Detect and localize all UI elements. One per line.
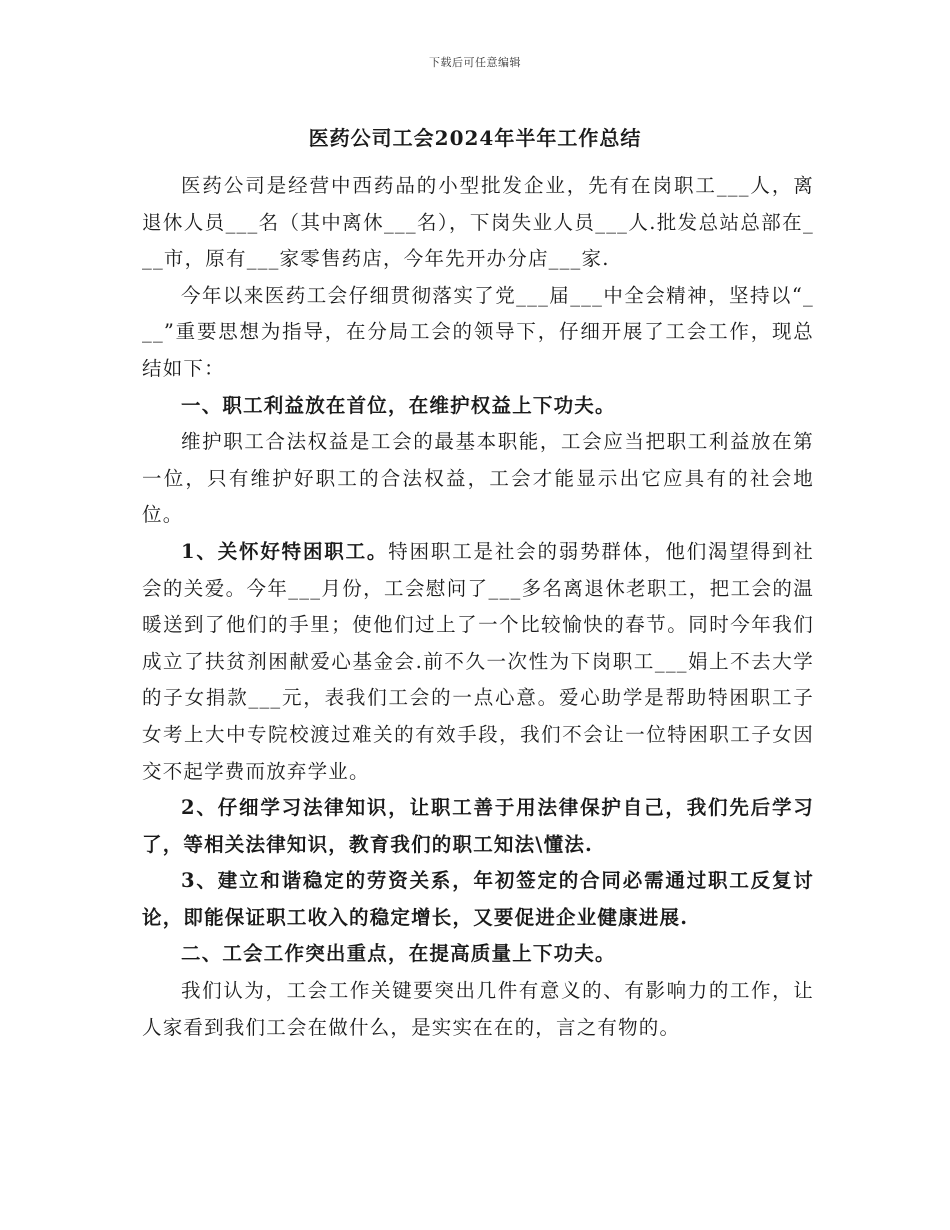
section-heading-2: 二、工会工作突出重点，在提高质量上下功夫。 <box>181 942 616 966</box>
paragraph-intro: 医药公司是经营中西药品的小型批发企业，先有在岗职工___人，离退休人员___名（其中离休___名），下岗失业人员___人.批发总站总部在___市，原有___家零售药店，今年先开办分店___家. <box>142 174 814 271</box>
header-note: 下载后可任意编辑 <box>429 56 521 69</box>
paragraph-item-3: 3、建立和谐稳定的劳资关系，年初签定的合同必需通过职工反复讨论，即能保证职工收入的稳定增长，又要促进企业健康进展. <box>142 869 814 929</box>
item-1-lead: 1、关怀好特困职工。 <box>181 539 389 563</box>
item-1-text: 特困职工是社会的弱势群体，他们渴望得到社会的关爱。今年___月份，工会慰问了___多名离退休老职工，把工会的温暖送到了他们的手里；使他们过上了一个比较愉快的春节。同时今年我们成立了扶贫剂困献爱心基金会.前不久一次性为下岗职工___娟上不去大学的子女捐款___元，表我们工会的一点心意。爱心助学是帮助特困职工子女考上大中专院校渡过难关的有效手段，我们不会让一位特困职工子女因交不起学费而放弃学业。 <box>142 539 814 783</box>
document-body <box>142 168 814 1046</box>
paragraph-item-2: 2、仔细学习法律知识，让职工善于用法律保护自己，我们先后学习了，等相关法律知识，教育我们的职工知法\懂法. <box>142 796 814 856</box>
document-title: 医药公司工会2024年半年工作总结 <box>308 126 642 150</box>
section-heading-1: 一、职工利益放在首位，在维护权益上下功夫。 <box>181 393 616 417</box>
paragraph-overview: 今年以来医药工会仔细贯彻落实了党___届___中全会精神，坚持以“___”重要思想为指导，在分局工会的领导下，仔细开展了工会工作，现总结如下： <box>142 283 814 380</box>
paragraph-rights: 维护职工合法权益是工会的最基本职能，工会应当把职工利益放在第一位，只有维护好职工的合法权益，工会才能显示出它应具有的社会地位。 <box>142 430 814 527</box>
paragraph-item-1 <box>142 534 814 790</box>
paragraph-focus: 我们认为，工会工作关键要突出几件有意义的、有影响力的工作，让人家看到我们工会在做什么，是实实在在的，言之有物的。 <box>142 979 814 1039</box>
